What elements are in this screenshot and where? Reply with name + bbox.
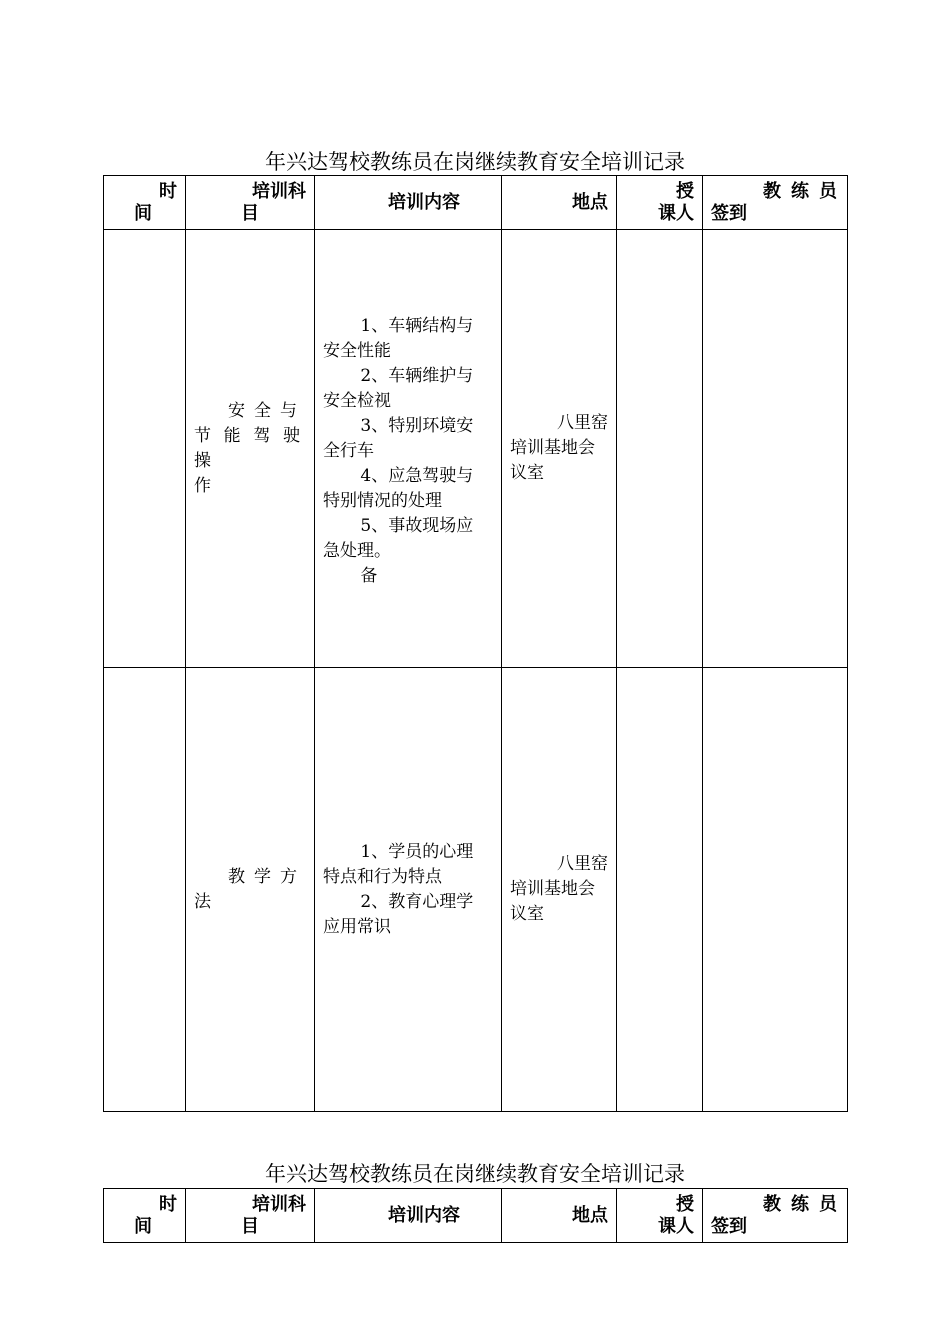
row-2-subject: 教学方 法 [186, 668, 315, 1112]
header-signin: 教练员 签到 [703, 176, 848, 230]
header-subject: 培训科 目 [186, 176, 315, 230]
record-title: 年兴达驾校教练员在岗继续教育安全培训记录 [265, 150, 685, 174]
row-2-time [104, 668, 186, 1112]
row-1-lecturer [617, 230, 703, 668]
row-2-content: 1、学员的心理 特点和行为特点 2、教育心理学 应用常识 [315, 668, 502, 1112]
row-2-place: 八里窑 培训基地会 议室 [502, 668, 617, 1112]
header-row [104, 1189, 848, 1243]
row-2-lecturer [617, 668, 703, 1112]
header-lecturer: 授 课人 [617, 1189, 703, 1243]
row-2-signin [703, 668, 848, 1112]
header-time: 时 间 [104, 176, 186, 230]
training-record-table-2 [103, 1188, 848, 1243]
header-row [104, 176, 848, 230]
row-1-place: 八里窑 培训基地会 议室 [502, 230, 617, 668]
header-signin: 教练员 签到 [703, 1189, 848, 1243]
table-row [104, 668, 848, 1112]
header-place: 地点 [502, 1189, 617, 1243]
row-1-content: 1、车辆结构与 安全性能 2、车辆维护与 安全检视 3、特别环境安 全行车 4、应急驾驶与 特别情况的处理 5、事故现场应 急处理。 备 [315, 230, 502, 668]
header-lecturer: 授 课人 [617, 176, 703, 230]
row-1-subject: 安全与 节能驾驶操 作 [186, 230, 315, 668]
header-time: 时 间 [104, 1189, 186, 1243]
table-row [104, 230, 848, 668]
row-1-time [104, 230, 186, 668]
header-content: 培训内容 [315, 1189, 502, 1243]
row-1-signin [703, 230, 848, 668]
header-place: 地点 [502, 176, 617, 230]
header-subject: 培训科 目 [186, 1189, 315, 1243]
training-record-table [103, 175, 848, 1112]
record-title-2: 年兴达驾校教练员在岗继续教育安全培训记录 [265, 1162, 685, 1186]
header-content: 培训内容 [315, 176, 502, 230]
